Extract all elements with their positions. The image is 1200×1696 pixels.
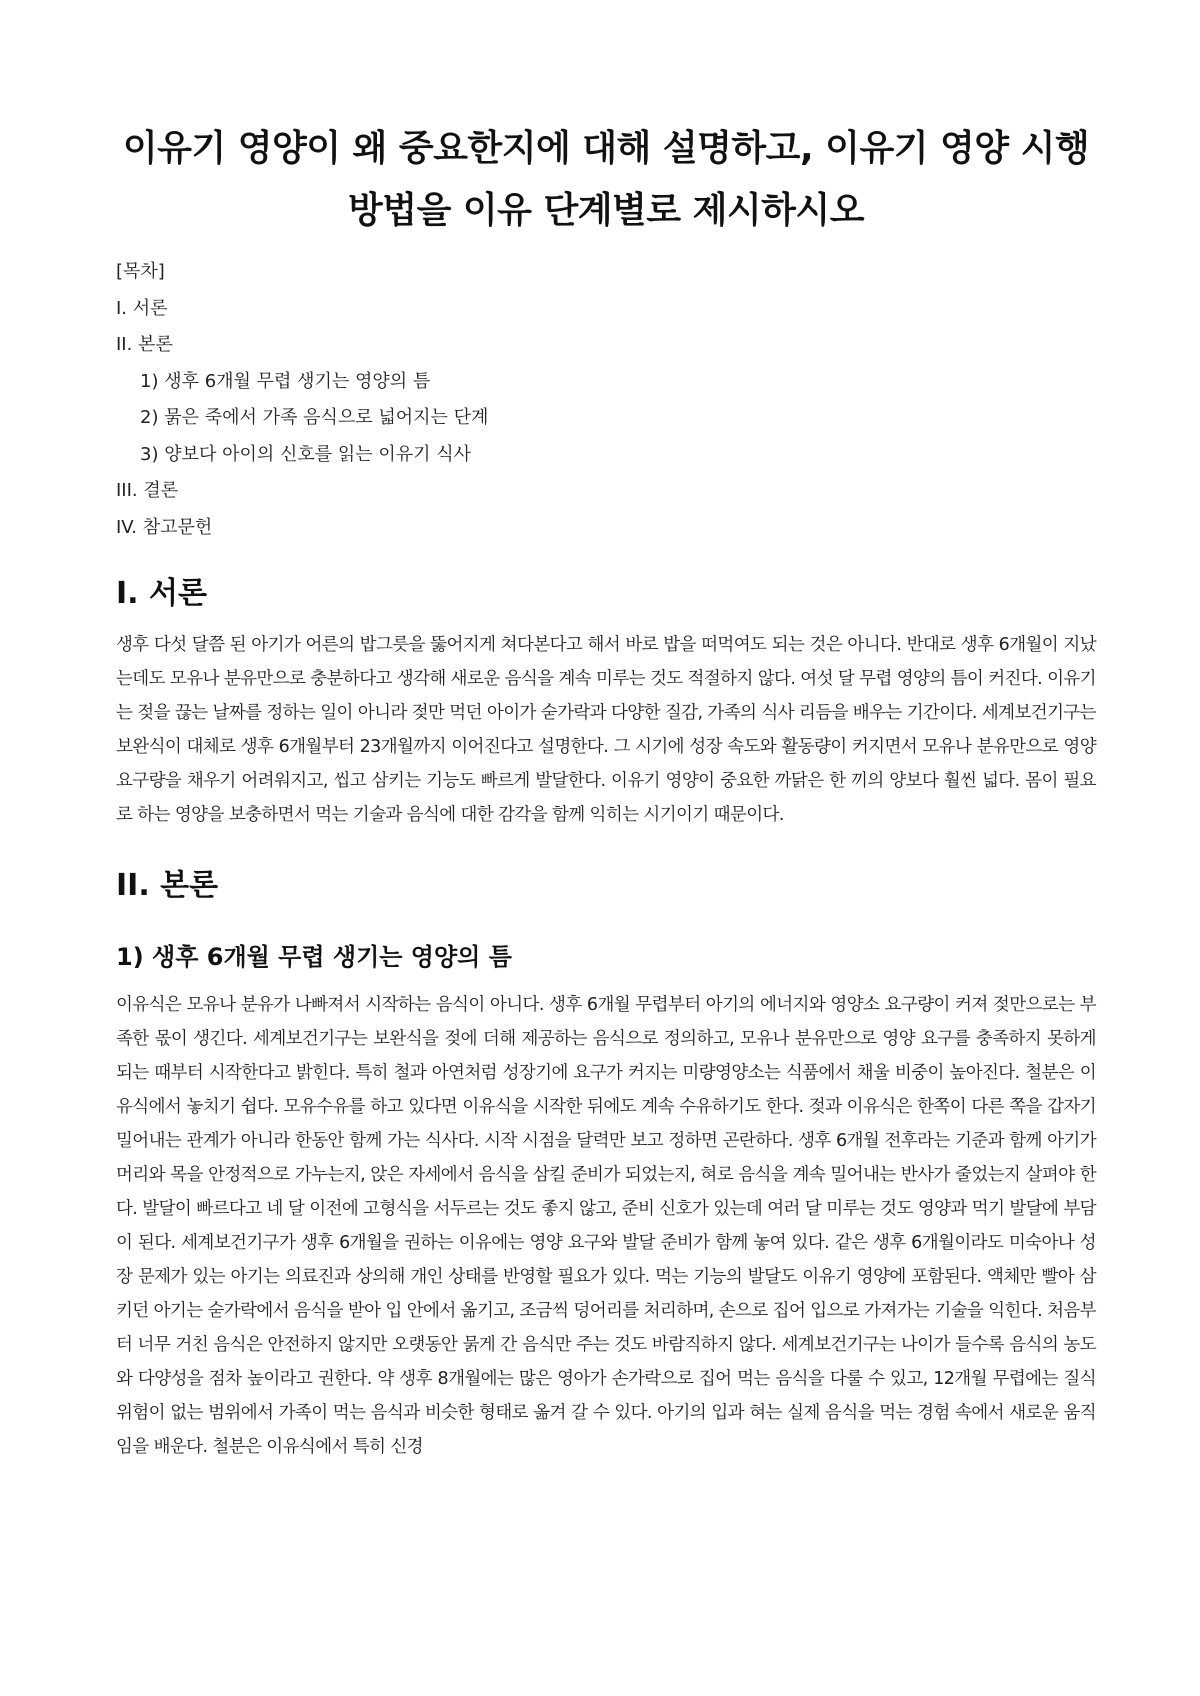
section-1-paragraph: 이유식은 모유나 분유가 나빠져서 시작하는 음식이 아니다. 생후 6개월 무렵부터 아기의 에너지와 영양소 요구량이 커져 젖만으로는 부족한 몫이 생긴다. 세계보건기구는 보완식을 젖에 더해 제공하는 음식으로 정의하고, 모유나 분유만으로 영양 요구를 충족하지 못하게 되는 때부터 시작한다고 밝힌다. 특히 철과 아연처럼 성장기에 요구가 커지는 미량영양소는 식품에서 채울 비중이 높아진다. 철분은 이유식에서 놓치기 쉽다. 모유수유를 하고 있다면 이유식을 시작한 뒤에도 계속 수유하기도 한다. 젖과 이유식은 한쪽이 다른 쪽을 갑자기 밀어내는 관계가 아니라 한동안 함께 가는 식사다. 시작 시점을 달력만 보고 정하면 곤란하다. 생후 6개월 전후라는 기준과 함께 아기가 머리와 목을 안정적으로 가누는지, 앉은 자세에서 음식을 삼킬 준비가 되었는지, 혀로 음식을 계속 밀어내는 반사가 줄었는지 살펴야 한다. 발달이 빠르다고 네 달 이전에 고형식을 서두르는 것도 좋지 않고, 준비 신호가 있는데 여러 달 미루는 것도 영양과 먹기 발달에 부담이 된다. 세계보건기구가 생후 6개월을 권하는 이유에는 영양 요구와 발달 준비가 함께 놓여 있다. 같은 생후 6개월이라도 미숙아나 성장 문제가 있는 아기는 의료진과 상의해 개인 상태를 반영할 필요가 있다. 먹는 기능의 발달도 이유기 영양에 포함된다. 액체만 빨아 삼키던 아기는 숟가락에서 음식을 받아 입 안에서 옮기고, 조금씩 덩어리를 처리하며, 손으로 집어 입으로 가져가는 기술을 익힌다. 처음부터 너무 거친 음식은 안전하지 않지만 오랫동안 묽게 간 음식만 주는 것도 바람직하지 않다. 세계보건기구는 나이가 들수록 음식의 농도와 다양성을 점차 높이라고 권한다. 약 생후 8개월에는 많은 영아가 손가락으로 집어 먹는 음식을 다룰 수 있고, 12개월 무렵에는 질식 위험이 없는 범위에서 가족이 먹는 음식과 비슷한 형태로 옮겨 갈 수 있다. 아기의 입과 혀는 실제 음식을 먹는 경험 속에서 새로운 움직임을 배운다. 철분은 이유식에서 특히 신경: [116, 994, 1096, 1457]
toc-item-section-1: 1) 생후 6개월 무렵 생기는 영양의 틈: [140, 370, 431, 392]
introduction-heading: I. 서론: [116, 575, 207, 611]
section-1-heading: 1) 생후 6개월 무렵 생기는 영양의 틈: [116, 942, 512, 971]
toc-item-body: II. 본론: [116, 334, 173, 355]
toc-item-introduction: I. 서론: [116, 297, 168, 319]
body-heading: II. 본론: [116, 867, 219, 903]
table-of-contents: [116, 260, 1096, 540]
toc-item-section-2: 2) 묽은 죽에서 가족 음식으로 넓어지는 단계: [140, 407, 489, 428]
toc-item-conclusion: III. 결론: [116, 480, 179, 501]
document-title: [116, 118, 1096, 242]
document-title-line-2: 방법을 이유 단계별로 제시하시오: [348, 190, 864, 231]
toc-item-section-3: 3) 양보다 아이의 신호를 읽는 이유기 식사: [140, 443, 472, 465]
toc-item-references: IV. 참고문헌: [116, 516, 213, 538]
introduction-paragraph: 생후 다섯 달쯤 된 아기가 어른의 밥그릇을 뚫어지게 쳐다본다고 해서 바로 밥을 떠먹여도 되는 것은 아니다. 반대로 생후 6개월이 지났는데도 모유나 분유만으로 충분하다고 생각해 새로운 음식을 계속 미루는 것도 적절하지 않다. 여섯 달 무렵 영양의 틈이 커진다. 이유기는 젖을 끊는 날짜를 정하는 일이 아니라 젖만 먹던 아이가 숟가락과 다양한 질감, 가족의 식사 리듬을 배우는 기간이다. 세계보건기구는 보완식이 대체로 생후 6개월부터 23개월까지 이어진다고 설명한다. 그 시기에 성장 속도와 활동량이 커지면서 모유나 분유만으로 영양 요구량을 채우기 어려워지고, 씹고 삼키는 기능도 빠르게 발달한다. 이유기 영양이 중요한 까닭은 한 끼의 양보다 훨씬 넓다. 몸이 필요로 하는 영양을 보충하면서 먹는 기술과 음식에 대한 감각을 함께 익히는 시기이기 때문이다.: [116, 634, 1096, 825]
document-title-line-1: 이유기 영양이 왜 중요한지에 대해 설명하고, 이유기 영양 시행: [122, 128, 1090, 169]
toc-heading: [목차]: [116, 261, 165, 282]
